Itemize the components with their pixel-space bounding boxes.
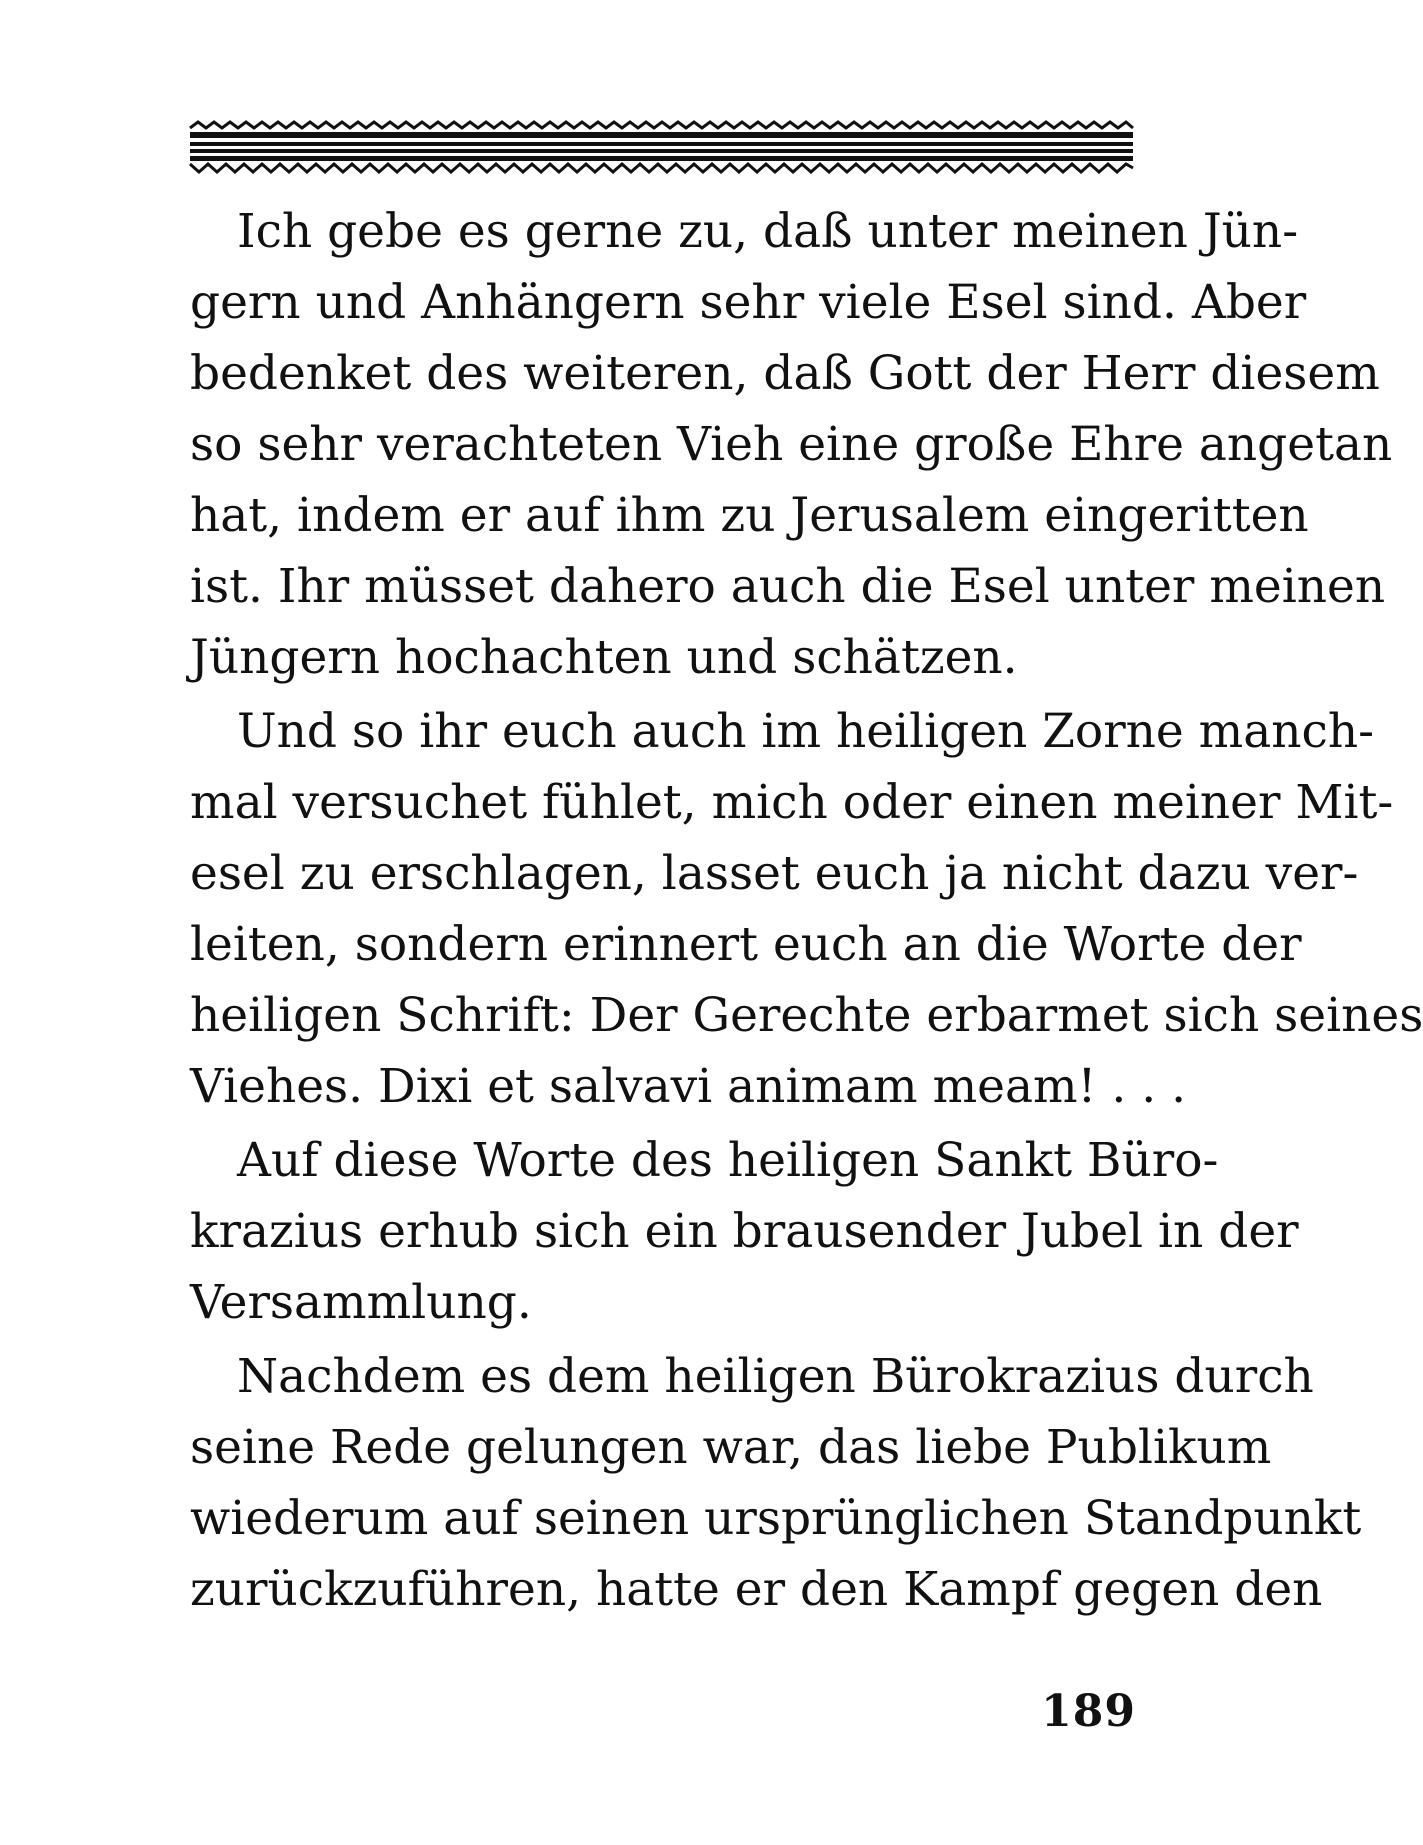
text-line: Jüngern hochachten und schätzen. xyxy=(190,630,1018,685)
rule-band-3 xyxy=(190,149,1133,153)
rule-band-2 xyxy=(190,142,1133,146)
text-line: krazius erhub sich ein brausender Jubel in der xyxy=(190,1204,1299,1259)
text-line: Nachdem es dem heiligen Bürokrazius durch xyxy=(237,1349,1314,1404)
ornamental-header-rule xyxy=(190,118,1133,176)
text-line: seine Rede gelungen war, das liebe Publikum xyxy=(190,1420,1272,1475)
text-line: mal versuchet fühlet, mich oder einen meiner Mit- xyxy=(190,775,1394,830)
bottom-zigzag-border xyxy=(190,164,1133,172)
text-line: wiederum auf seinen ursprünglichen Standpunkt xyxy=(190,1491,1362,1546)
text-line: Und so ihr euch auch im heiligen Zorne manch- xyxy=(237,704,1375,759)
text-line: Versammlung. xyxy=(190,1275,532,1330)
text-line: so sehr verachteten Vieh eine große Ehre angetan xyxy=(190,417,1393,472)
rule-band-1 xyxy=(190,132,1133,138)
text-line: gern und Anhängern sehr viele Esel sind. Aber xyxy=(190,275,1307,330)
text-line: ist. Ihr müsset dahero auch die Esel unter meinen xyxy=(190,559,1386,614)
body-text xyxy=(190,196,1423,1625)
text-line: Ich gebe es gerne zu, daß unter meinen Jün- xyxy=(237,204,1299,259)
page-number: 189 xyxy=(1041,1686,1136,1737)
text-line: Viehes. Dixi et salvavi animam meam! . . . xyxy=(190,1059,1187,1114)
text-line: Auf diese Worte des heiligen Sankt Büro- xyxy=(237,1133,1219,1188)
text-line: hat, indem er auf ihm zu Jerusalem eingeritten xyxy=(190,488,1309,543)
rule-band-4 xyxy=(190,156,1133,161)
text-line: zurückzuführen, hatte er den Kampf gegen den xyxy=(190,1562,1323,1617)
text-line: esel zu erschlagen, lasset euch ja nicht dazu ver- xyxy=(190,846,1359,901)
top-zigzag-border xyxy=(190,122,1133,128)
text-line: leiten, sondern erinnert euch an die Worte der xyxy=(190,917,1302,972)
text-line: bedenket des weiteren, daß Gott der Herr diesem xyxy=(190,346,1380,401)
text-line: heiligen Schrift: Der Gerechte erbarmet sich seines xyxy=(190,988,1423,1043)
